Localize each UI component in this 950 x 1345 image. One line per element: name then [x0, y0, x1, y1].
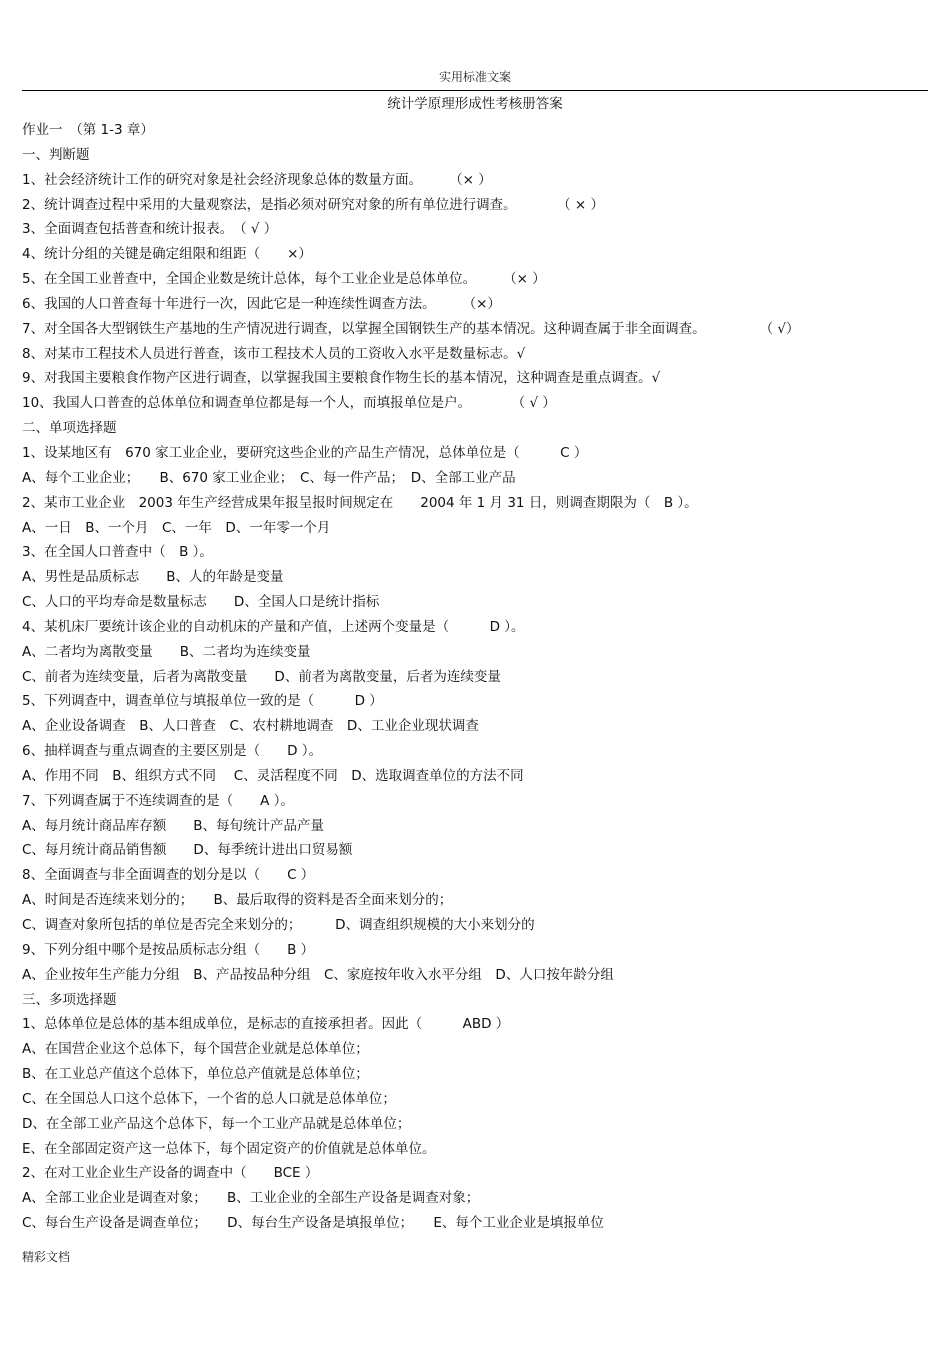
text-line: D、在全部工业产品这个总体下，每一个工业产品就是总体单位； — [22, 1115, 411, 1132]
text-line: 1、设某地区有 670 家工业企业，要研究这些企业的产品生产情况，总体单位是（ C ） — [22, 444, 588, 461]
text-line: 8、全面调查与非全面调查的划分是以（ C ） — [22, 867, 315, 884]
text-line: 2、统计调查过程中采用的大量观察法，是指必须对研究对象的所有单位进行调查。 （ × ） — [22, 196, 604, 213]
text-line: A、二者均为离散变量 B、二者均为连续变量 — [22, 643, 311, 660]
text-line: C、每月统计商品销售额 D、每季统计进出口贸易额 — [22, 842, 353, 859]
text-line: 5、在全国工业普查中，全国企业数是统计总体，每个工业企业是总体单位。 （× ） — [22, 271, 546, 288]
document-body — [22, 118, 928, 1236]
text-line: C、人口的平均寿命是数量标志 D、全国人口是统计指标 — [22, 594, 380, 611]
text-line: 7、下列调查属于不连续调查的是（ A ）。 — [22, 792, 294, 809]
text-line: 9、下列分组中哪个是按品质标志分组（ B ） — [22, 941, 315, 958]
text-line: A、在国营企业这个总体下，每个国营企业就是总体单位； — [22, 1041, 369, 1058]
text-line: 1、社会经济统计工作的研究对象是社会经济现象总体的数量方面。 （× ） — [22, 171, 492, 188]
text-line: 二、单项选择题 — [22, 420, 117, 437]
text-line: 3、全面调查包括普查和统计报表。 （ √ ） — [22, 221, 278, 238]
text-line: 2、某市工业企业 2003 年生产经营成果年报呈报时间规定在 2004 年 1 月 31 日，则调查期限为（ B ）。 — [22, 494, 698, 511]
text-line: 4、统计分组的关键是确定组限和组距（ ×） — [22, 246, 312, 263]
text-line: C、在全国总人口这个总体下，一个省的总人口就是总体单位； — [22, 1090, 396, 1107]
text-line: A、全部工业企业是调查对象； B、工业企业的全部生产设备是调查对象； — [22, 1190, 480, 1207]
text-line: 三、多项选择题 — [22, 991, 117, 1008]
text-line: 9、对我国主要粮食作物产区进行调查，以掌握我国主要粮食作物生长的基本情况，这种调查是重点调查。√ — [22, 370, 661, 387]
text-line: 8、对某市工程技术人员进行普查，该市工程技术人员的工资收入水平是数量标志。√ — [22, 345, 526, 362]
text-line: C、前者为连续变量，后者为离散变量 D、前者为离散变量，后者为连续变量 — [22, 668, 501, 685]
page-footer: 精彩文档 — [22, 1250, 71, 1264]
text-line: 作业一 （第 1-3 章） — [22, 122, 154, 138]
text-line: 6、我国的人口普查每十年进行一次，因此它是一种连续性调查方法。 （×） — [22, 295, 501, 312]
text-line: 6、抽样调查与重点调查的主要区别是（ D ）。 — [22, 743, 323, 760]
header-rule — [22, 90, 928, 91]
text-line: 3、在全国人口普查中（ B ）。 — [22, 544, 213, 561]
text-line: A、男性是品质标志 B、人的年龄是变量 — [22, 569, 284, 586]
text-line: 10、我国人口普查的总体单位和调查单位都是每一个人，而填报单位是户。 （ √ ） — [22, 395, 556, 412]
text-line: A、企业设备调查 B、人口普查 C、农村耕地调查 D、工业企业现状调查 — [22, 718, 479, 735]
document-title: 统计学原理形成性考核册答案 — [387, 96, 563, 112]
text-line: 一、判断题 — [22, 146, 90, 163]
text-line: B、在工业总产值这个总体下，单位总产值就是总体单位； — [22, 1066, 369, 1083]
text-line: C、每台生产设备是调查单位； D、每台生产设备是填报单位； E、每个工业企业是填报单位 — [22, 1215, 604, 1232]
text-line: C、调查对象所包括的单位是否完全来划分的； D、调查组织规模的大小来划分的 — [22, 917, 535, 933]
text-line: E、在全部固定资产这一总体下，每个固定资产的价值就是总体单位。 — [22, 1140, 436, 1157]
text-line: A、企业按年生产能力分组 B、产品按品种分组 C、家庭按年收入水平分组 D、人口按年龄分组 — [22, 966, 614, 983]
text-line: A、作用不同 B、组织方式不同 C、灵活程度不同 D、选取调查单位的方法不同 — [22, 767, 524, 784]
text-line: A、每月统计商品库存额 B、每旬统计产品产量 — [22, 817, 324, 834]
text-line: 5、下列调查中，调查单位与填报单位一致的是（ D ） — [22, 693, 383, 710]
page-header: 实用标准文案 — [438, 70, 511, 84]
text-line: 2、在对工业企业生产设备的调查中（ BCE ） — [22, 1165, 319, 1182]
text-line: A、时间是否连续来划分的； B、最后取得的资料是否全面来划分的； — [22, 892, 453, 909]
text-line: A、每个工业企业； B、670 家工业企业； C、每一件产品； D、全部工业产品 — [22, 469, 516, 486]
text-line: 4、某机床厂要统计该企业的自动机床的产量和产值，上述两个变量是（ D ）。 — [22, 618, 525, 635]
text-line: A、一日 B、一个月 C、一年 D、一年零一个月 — [22, 519, 331, 536]
text-line: 7、对全国各大型钢铁生产基地的生产情况进行调查，以掌握全国钢铁生产的基本情况。这种调查属于非全面调查。 （ √） — [22, 320, 800, 337]
text-line: 1、总体单位是总体的基本组成单位，是标志的直接承担者。因此（ ABD ） — [22, 1016, 510, 1033]
